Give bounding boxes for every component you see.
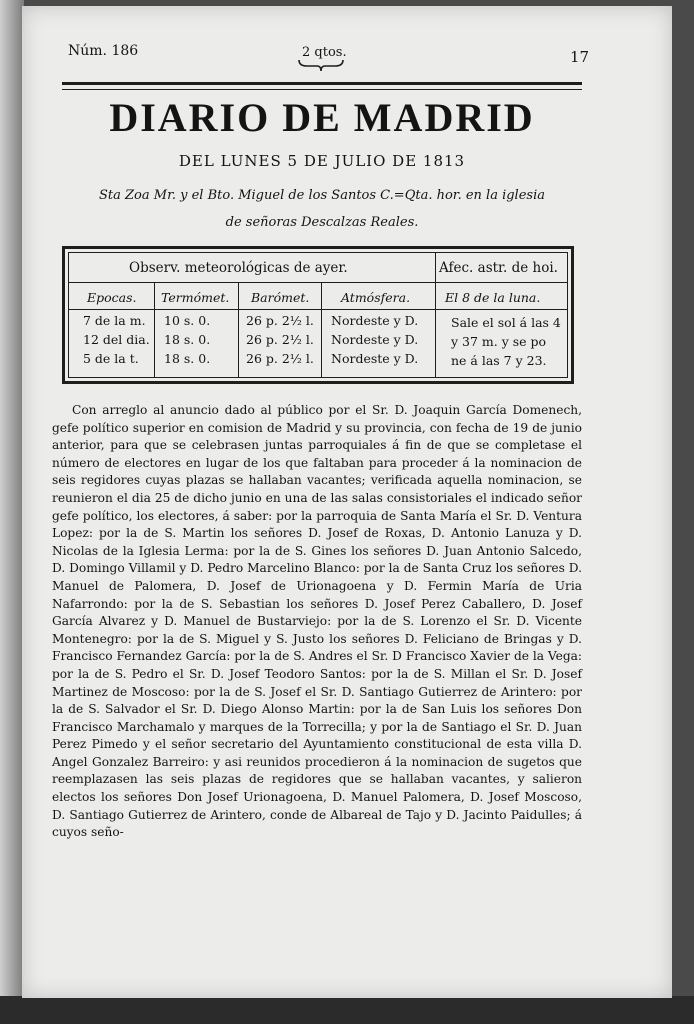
sun-line-3: ne á las 7 y 23. (451, 353, 547, 368)
cell-baro-1: 26 p. 2½ l. (246, 313, 314, 328)
weather-divider-3 (321, 282, 322, 377)
cell-termo-2: 18 s. 0. (164, 332, 211, 347)
cell-atmos-3: Nordeste y D. (331, 351, 419, 366)
saints-of-day (58, 182, 586, 236)
col-head-epocas: Epocas. (87, 290, 137, 305)
cell-atmos-1: Nordeste y D. (331, 313, 419, 328)
scan-left-edge (0, 0, 24, 1000)
weather-rule-head (69, 309, 567, 310)
astro-heading: Afec. astr. de hoi. (439, 260, 558, 276)
cell-epoca-1: 7 de la m. (83, 313, 146, 328)
weather-rule-top (69, 282, 567, 283)
brace-ornament (297, 58, 345, 72)
price: 2 qtos. (302, 45, 347, 60)
sun-times (451, 313, 575, 370)
col-head-termometro: Termómet. (161, 290, 230, 305)
col-head-atmosfera: Atmósfera. (341, 290, 411, 305)
cell-termo-3: 18 s. 0. (164, 351, 211, 366)
article-body (52, 402, 582, 842)
masthead-title: DIARIO DE MADRID (109, 95, 535, 140)
cell-baro-3: 26 p. 2½ l. (246, 351, 314, 366)
sun-line-2: y 37 m. y se po (451, 334, 547, 349)
cell-epoca-3: 5 de la t. (83, 351, 139, 366)
article-paragraph: Con arreglo al anuncio dado al público por el Sr. D. Joaquin García Domenech, gefe político superior en comision de Madrid y su provincia, con fecha de 19 de junio anterior, para que se celebrasen juntas parroquiales á fin de que se completase el número de electores en lugar de los que faltaban para proceder á la nominacion de seis regidores cuyas plazas se hallaban vacantes; verificada aquella nominacion, se reunieron el dia 25 de dicho junio en una de las salas consistoriales el indicado señor gefe político, los electores, á saber: por la parroquia de Santa María el Sr. D. Ventura Lopez: por la de S. Martin los señores D. Josef de Roxas, D. Antonio Lanuza y D. Nicolas de la Iglesia Lerma: por la de S. Gines los señores D. Juan Antonio Salcedo, D. Domingo Villamil y D. Pedro Marcelino Blanco: por la de Santa Cruz los señores D. Manuel de Palomera, D. Josef de Urionagoena y D. Fermin María de Uria Nafarrondo: por la de S. Sebastian los señores D. Josef Perez Caballero, D. Josef García Alvarez y D. Manuel de Bustarviejo: por la de S. Lorenzo el Sr. D. Vicente Montenegro: por la de S. Miguel y S. Justo los señores D. Feliciano de Bringas y D. Francisco Fernandez García: por la de S. Andres el Sr. D Francisco Xavier de la Vega: por la de S. Pedro el Sr. D. Josef Teodoro Santos: por la de S. Millan el Sr. D. Josef Martinez de Moscoso: por la de S. Josef el Sr. D. Santiago Gutierrez de Arintero: por la de S. Salvador el Sr. D. Diego Alonso Martin: por la de San Luis los señores Don Francisco Marchamalo y marques de la Torrecilla; y por la de Santiago el Sr. D. Juan Perez Pimedo y el señor secretario del Ayuntamiento constitucional de esta villa D. Angel Gonzalez Barreiro: y asi reunidos procedieron á la nominacion de sugetos que reemplazasen las seis plazas de regidores que se hallaban vacantes, y salieron electos los señores Don Josef Urionagoena, D. Manuel Palomera, D. Josef Moscoso, D. Santiago Gutierrez de Arintero, conde de Albareal de Tajo y D. Jacinto Paidulles; á cuyos seño- (52, 403, 582, 840)
cell-baro-2: 26 p. 2½ l. (246, 332, 314, 347)
saints-line-2: de señoras Descalzas Reales. (225, 215, 419, 230)
issue-date: DEL LUNES 5 DE JULIO DE 1813 (178, 152, 466, 170)
weather-divider-2 (238, 282, 239, 377)
cell-epoca-2: 12 del dia. (83, 332, 150, 347)
col-head-luna: El 8 de la luna. (445, 290, 541, 305)
saints-line-1: Sta Zoa Mr. y el Bto. Miguel de los Santos C.=Qta. hor. en la iglesia (99, 188, 545, 203)
header-rule-thin (62, 89, 582, 90)
issue-number: Núm. 186 (68, 43, 139, 59)
weather-divider-1 (154, 282, 155, 377)
weather-divider-main (435, 253, 436, 377)
scan-bottom-edge (0, 996, 694, 1024)
weather-heading: Observ. meteorológicas de ayer. (129, 260, 348, 276)
cell-atmos-2: Nordeste y D. (331, 332, 419, 347)
page-number: 17 (570, 48, 590, 66)
header-rule-thick (62, 82, 582, 85)
cell-termo-1: 10 s. 0. (164, 313, 211, 328)
sun-line-1: Sale el sol á las 4 (451, 315, 561, 330)
col-head-barometro: Barómet. (251, 290, 310, 305)
newspaper-page (22, 6, 672, 998)
weather-table-inner (68, 252, 568, 378)
weather-table (62, 246, 574, 384)
